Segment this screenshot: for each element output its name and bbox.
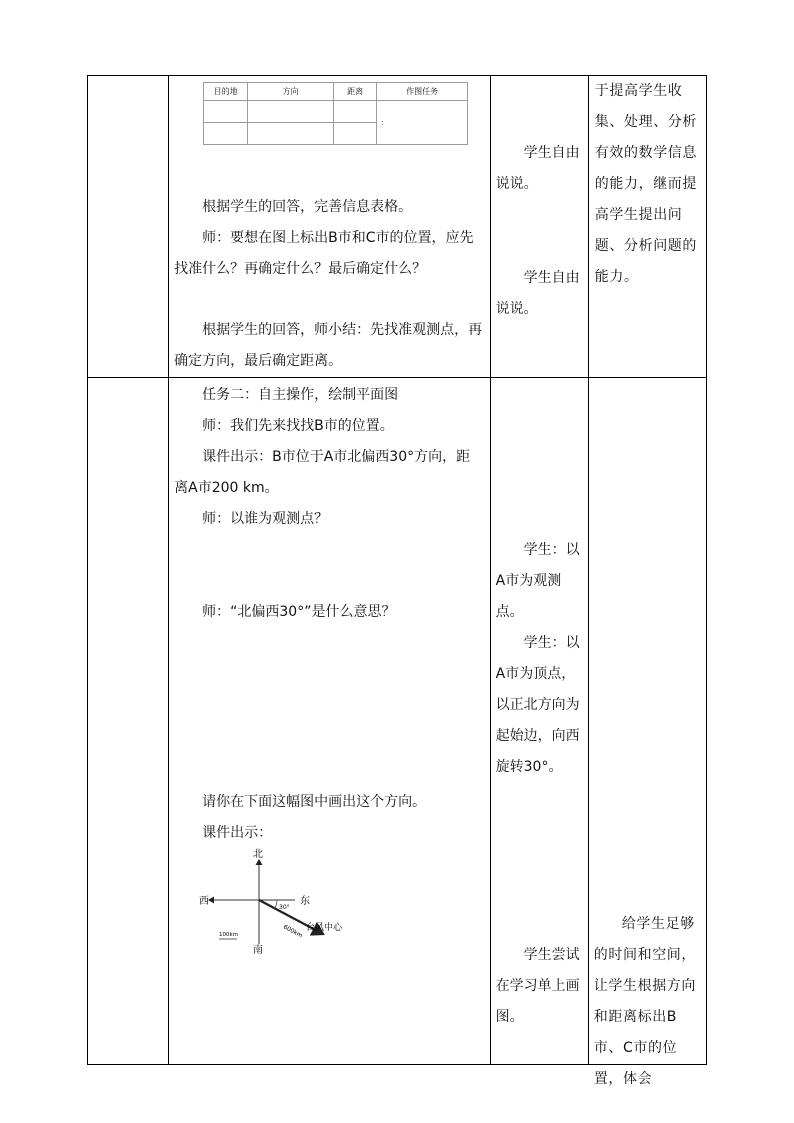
table-row — [88, 378, 707, 1065]
south-label: 南 — [253, 945, 264, 957]
design-intent-text: 给学生足够的时间和空间，让学生根据方向和距离标出B市、C市的位置，体会 — [593, 916, 696, 1088]
teacher-activity-cell — [169, 76, 491, 378]
typhoon-center-label: 台风中心 — [306, 923, 343, 934]
west-label: 西 — [199, 896, 210, 908]
info-cell — [248, 123, 334, 145]
student-activity-cell — [490, 378, 588, 1065]
info-cell — [334, 123, 377, 145]
east-label: 东 — [300, 896, 311, 908]
compass-diagram — [199, 846, 349, 956]
teacher-text: 任务二：自主操作，绘制平面图 — [202, 387, 399, 404]
student-text: 学生自由说说。 — [495, 145, 580, 192]
distance-label: 600km — [282, 923, 304, 940]
student-activity-cell — [490, 76, 588, 378]
info-task-cell: : — [377, 101, 468, 145]
info-header-direction: 方向 — [248, 83, 334, 101]
angle-label: 30° — [279, 904, 290, 912]
student-text: 学生：以A市为顶点，以正北方向为起始边，向西旋转30°。 — [495, 635, 580, 776]
student-text: 学生自由说说。 — [495, 270, 580, 317]
student-text: 学生尝试在学习单上画图。 — [495, 947, 580, 1026]
info-header-distance: 距离 — [334, 83, 377, 101]
design-intent-text: 于提高学生收集、处理、分析有效的数学信息的能力，继而提高学生提出问题、分析问题的能力。 — [594, 83, 697, 285]
teacher-activity-cell — [169, 378, 491, 1065]
angle-arc — [275, 900, 277, 908]
info-table — [203, 82, 468, 145]
teacher-text: 师：我们先来找找B市的位置。 — [202, 418, 394, 435]
teacher-text: 课件出示：B市位于A市北偏西30°方向，距离A市200 km。 — [174, 449, 471, 497]
lesson-plan-table — [87, 75, 707, 1088]
info-header-task: 作图任务 — [377, 83, 468, 101]
teacher-text: 师：“北偏西30°”是什么意思？ — [202, 604, 396, 621]
table-row — [88, 76, 707, 378]
teacher-text: 师：要想在图上标出B市和C市的位置，应先找准什么？再确定什么？最后确定什么？ — [174, 230, 474, 277]
blank-cell — [88, 378, 169, 1065]
teacher-text: 根据学生的回答，完善信息表格。 — [202, 199, 413, 215]
info-header-destination: 目的地 — [204, 83, 248, 101]
teacher-text: 根据学生的回答，师小结：先找准观测点，再确定方向，最后确定距离。 — [174, 322, 483, 369]
student-text: 学生：以A市为观测点。 — [495, 542, 580, 621]
teacher-text: 请你在下面这幅图中画出这个方向。 — [202, 794, 427, 811]
teacher-text: 课件出示： — [202, 825, 273, 842]
info-cell — [248, 101, 334, 123]
blank-cell — [88, 76, 169, 378]
design-intent-cell — [588, 76, 706, 378]
info-cell — [334, 101, 377, 123]
scale-label: 100km — [219, 932, 239, 939]
teacher-text: 师：以谁为观测点？ — [202, 511, 329, 528]
north-label: 北 — [253, 849, 264, 861]
info-cell — [204, 101, 248, 123]
design-intent-cell — [588, 378, 706, 1088]
info-cell — [204, 123, 248, 145]
